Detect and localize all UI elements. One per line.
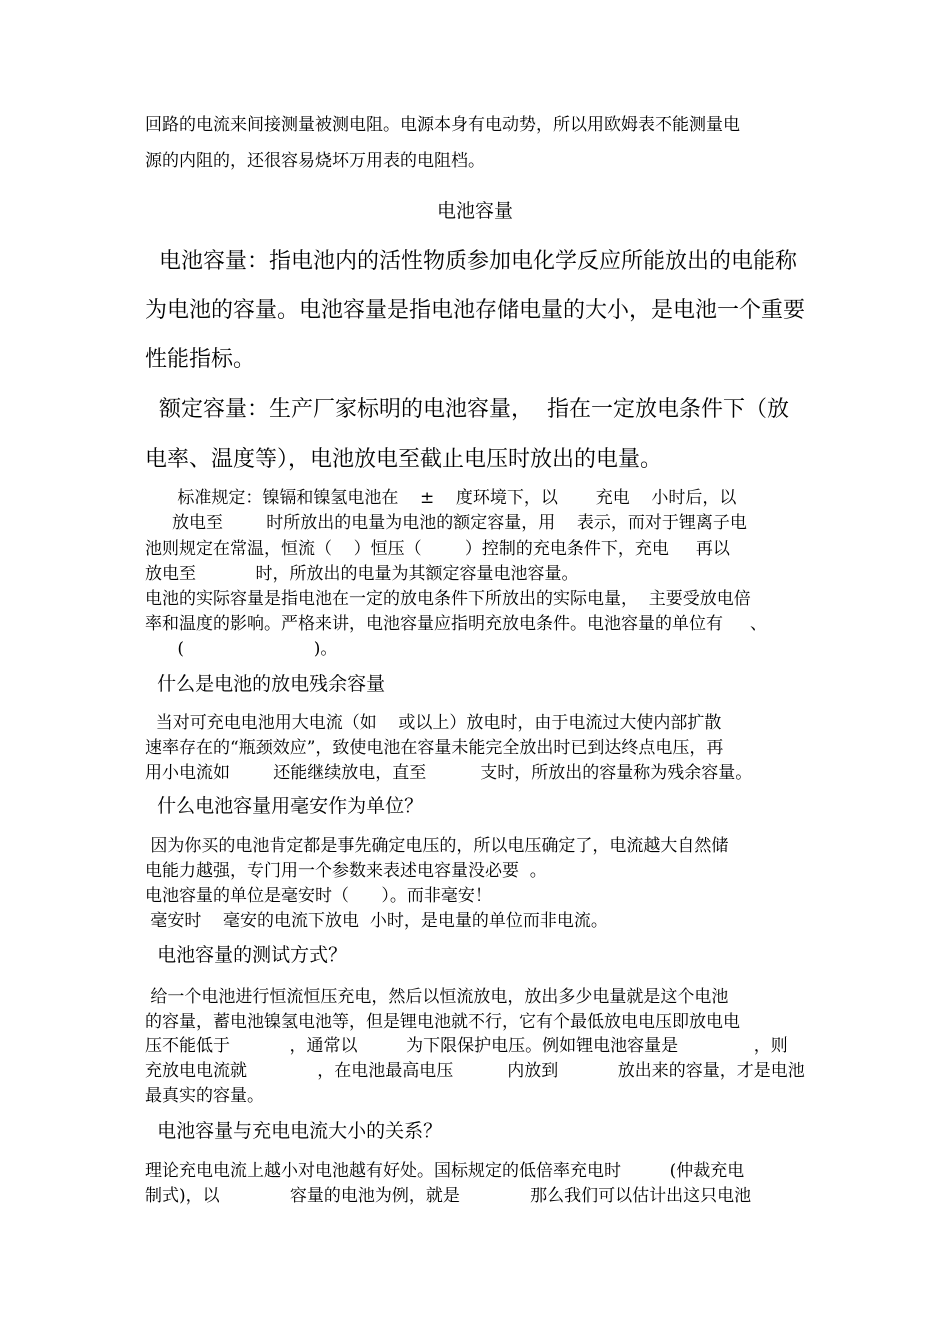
- q2-line-1: 因为你买的电池肯定都是事先确定电压的，所以电压确定了，电流越大自然储: [145, 836, 729, 856]
- q4-heading: 电池容量与充电电流大小的关系？: [145, 1120, 443, 1142]
- q3-heading: 电池容量的测试方式？: [145, 944, 348, 966]
- actual-line-3: ( )。: [145, 639, 338, 659]
- q3-line-2: 的容量，蓄电池镍氢电池等，但是锂电池就不行，它有个最低放电电压即放电电: [145, 1012, 740, 1032]
- q2-line-3: 电池容量的单位是毫安时（ ）。而非毫安！: [145, 886, 492, 906]
- q2-line-4: 毫安时 毫安的电流下放电 小时，是电量的单位而非电流。: [145, 911, 608, 931]
- rated-line-1: 额定容量：生产厂家标明的电池容量， 指在一定放电条件下（放: [145, 397, 789, 422]
- actual-line-1: 电池的实际容量是指电池在一定的放电条件下所放出的实际电量， 主要受放电倍: [145, 589, 751, 609]
- q1-line-2: 速率存在的“瓶颈效应”，致使电池在容量未能完全放出时已到达终点电压，再: [145, 738, 724, 758]
- intro-line-2: 源的内阻的，还很容易烧坏万用表的电阻档。: [145, 151, 485, 171]
- definition-line-2: 为电池的容量。电池容量是指电池存储电量的大小，是电池一个重要: [145, 298, 806, 323]
- standard-line-3: 池则规定在常温，恒流（ ）恒压（ ）控制的充电条件下，充电 再以: [145, 539, 730, 559]
- q3-line-5: 最真实的容量。: [145, 1086, 264, 1106]
- q1-heading: 什么是电池的放电残余容量: [145, 673, 386, 695]
- q1-line-1: 当对可充电电池用大电流（如 或以上）放电时，由于电流过大使内部扩散: [145, 713, 722, 733]
- standard-line-2: 放电至 时所放出的电量为电池的额定容量，用 表示，而对于锂离子电: [145, 513, 747, 533]
- standard-line-1: 标准规定：镍镉和镍氢电池在 ± 度环境下，以 充电 小时后，以: [145, 488, 737, 508]
- q4-line-2: 制式)，以 容量的电池为例，就是 那么我们可以估计出这只电池: [145, 1186, 752, 1206]
- standard-line-4: 放电至 时，所放出的电量为其额定容量电池容量。: [145, 564, 579, 584]
- actual-line-2: 率和温度的影响。严格来讲，电池容量应指明充放电条件。电池容量的单位有 、: [145, 614, 768, 634]
- q4-line-1: 理论充电电流上越小对电池越有好处。国标规定的低倍率充电时 (仲裁充电: [145, 1161, 745, 1181]
- definition-line-1: 电池容量：指电池内的活性物质参加电化学反应所能放出的电能称: [145, 249, 797, 274]
- rated-line-2: 电率、温度等），电池放电至截止电压时放出的电量。: [145, 447, 663, 472]
- q3-line-4: 充放电电流就 ，在电池最高电压 内放到 放出来的容量，才是电池: [145, 1061, 805, 1081]
- q3-line-3: 压不能低于 ，通常以 为下限保护电压。例如锂电池容量是 ，则: [145, 1036, 788, 1056]
- q2-heading: 什么电池容量用毫安作为单位？: [145, 795, 424, 817]
- section-title: 电池容量: [436, 200, 513, 222]
- q1-line-3: 用小电流如 还能继续放电，直至 支时，所放出的容量称为残余容量。: [145, 763, 753, 783]
- q2-line-2: 电能力越强，专门用一个参数来表述电容量没必要 。: [145, 861, 547, 881]
- intro-line-1: 回路的电流来间接测量被测电阻。电源本身有电动势，所以用欧姆表不能测量电: [145, 115, 740, 135]
- q3-line-1: 给一个电池进行恒流恒压充电，然后以恒流放电，放出多少电量就是这个电池: [145, 987, 729, 1007]
- definition-line-3: 性能指标。: [145, 347, 256, 372]
